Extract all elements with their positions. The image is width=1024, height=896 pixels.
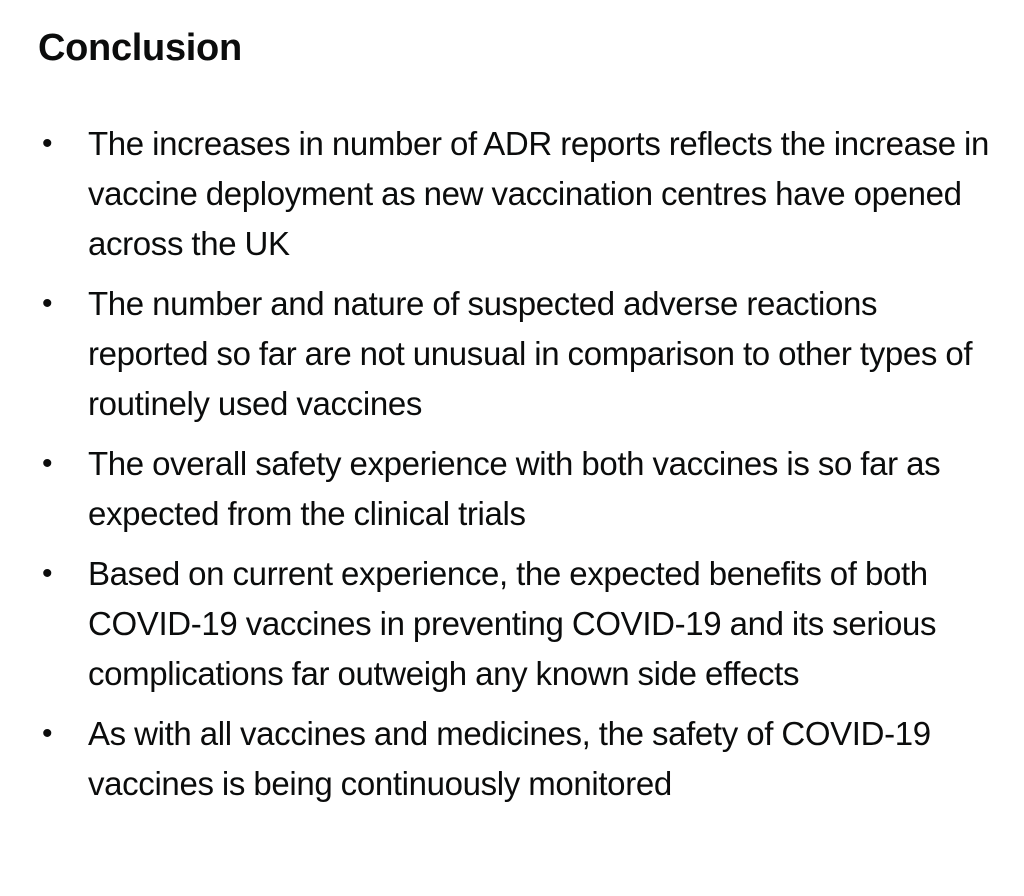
section-heading: Conclusion — [38, 27, 242, 69]
conclusion-section — [38, 22, 998, 819]
bullet-icon: • — [42, 557, 53, 590]
bullet-icon: • — [42, 447, 53, 480]
conclusion-list — [38, 119, 998, 809]
list-item-text: Based on current experience, the expected benefits of both COVID-19 vaccines in preventing COVID-19 and its serious complications far outweigh any known side effects — [88, 555, 937, 692]
list-item-text: The number and nature of suspected adverse reactions reported so far are not unusual in comparison to other types of routinely used vaccines — [88, 285, 973, 422]
list-item — [38, 279, 998, 429]
list-item-text: The overall safety experience with both vaccines is so far as expected from the clinical trials — [88, 445, 941, 532]
list-item — [38, 709, 998, 809]
list-item — [38, 549, 998, 699]
bullet-icon: • — [42, 287, 53, 320]
bullet-icon: • — [42, 127, 53, 160]
list-item-text: As with all vaccines and medicines, the safety of COVID-19 vaccines is being continuously monitored — [88, 715, 931, 802]
list-item — [38, 119, 998, 269]
bullet-icon: • — [42, 717, 53, 750]
list-item-text: The increases in number of ADR reports reflects the increase in vaccine deployment as new vaccination centres have opened across the UK — [88, 125, 990, 262]
list-item — [38, 439, 998, 539]
